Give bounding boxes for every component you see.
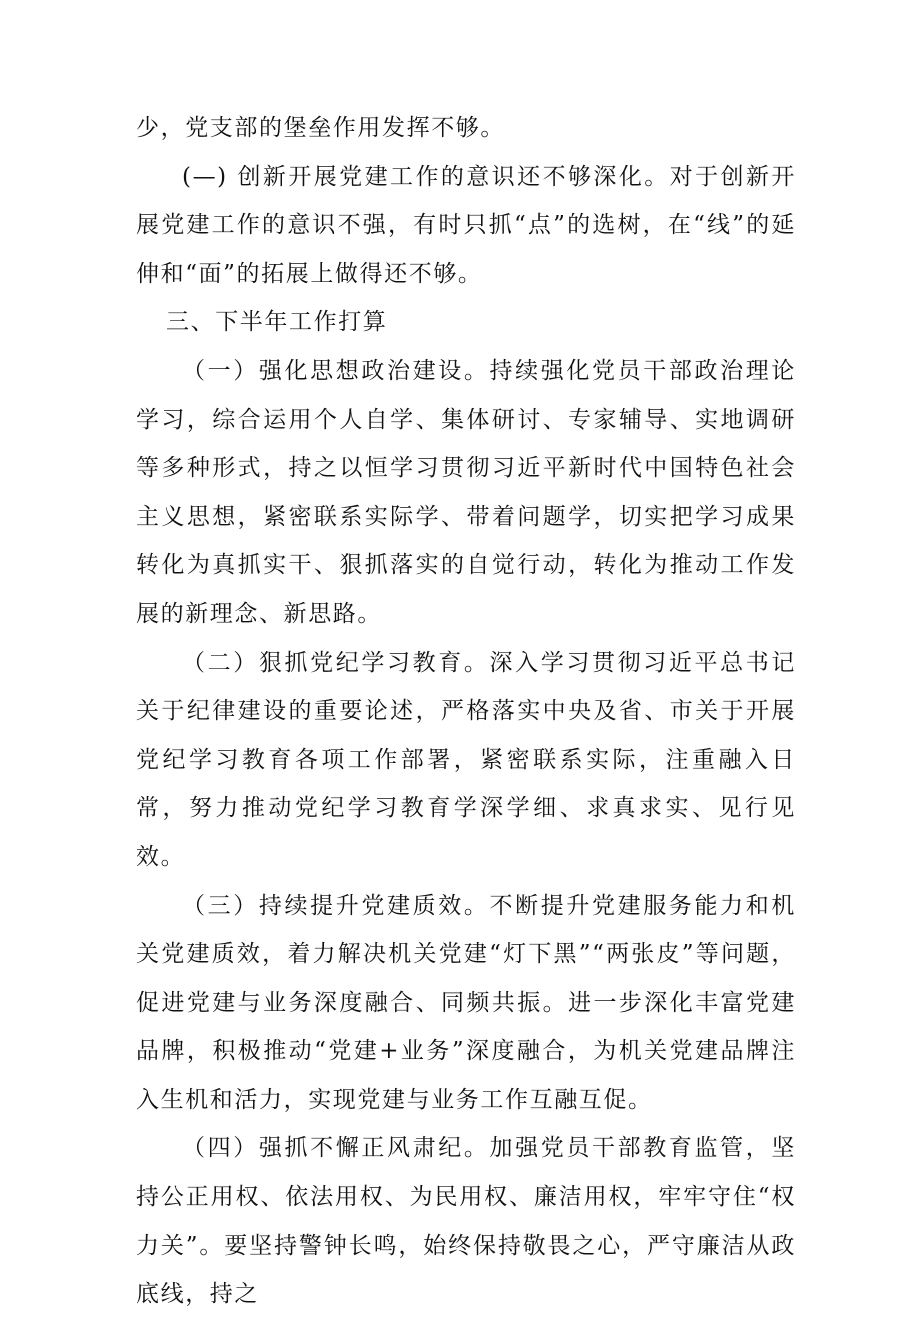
paragraph-continuation: 少，党支部的堡垒作用发挥不够。 [136,115,505,141]
document-body [136,104,796,1319]
section-heading-plans: 三、下半年工作打算 [166,309,388,336]
paragraph-integrity-discipline: （四）强抓不懈正风肃纪。加强党员干部教育监管，坚持公正用权、依法用权、为民用权、廉洁用权，牢牢守住“权力关”。要坚持警钟长鸣，始终保持敬畏之心，严守廉洁从政底线，持之 [136,1135,796,1308]
paragraph-political-building: （一）强化思想政治建设。持续强化党员干部政治理论学习，综合运用个人自学、集体研讨、专家辅导、实地调研等多种形式，持之以恒学习贯彻习近平新时代中国特色社会主义思想，紧密联系实际学、带着问题学，切实把学习成果转化为真抓实干、狠抓落实的自觉行动，转化为推动工作发展的新理念、新思路。 [136,357,796,627]
paragraph-innovation-awareness: (—) 创新开展党建工作的意识还不够深化。对于创新开展党建工作的意识不强，有时只抓“点”的选树，在“线”的延伸和“面”的拓展上做得还不够。 [136,163,796,287]
paragraph-party-building-quality: （三）持续提升党建质效。不断提升党建服务能力和机关党建质效，着力解决机关党建“灯下黑”“两张皮”等问题，促进党建与业务深度融合、同频共振。进一步深化丰富党建品牌，积极推动“党建+业务”深度融合，为机关党建品牌注入生机和活力，实现党建与业务工作互融互促。 [136,892,796,1113]
paragraph-discipline-education: （二）狠抓党纪学习教育。深入学习贯彻习近平总书记关于纪律建设的重要论述，严格落实中央及省、市关于开展党纪学习教育各项工作部署，紧密联系实际，注重融入日常，努力推动党纪学习教育学深学细、求真求实、见行见效。 [136,649,796,870]
